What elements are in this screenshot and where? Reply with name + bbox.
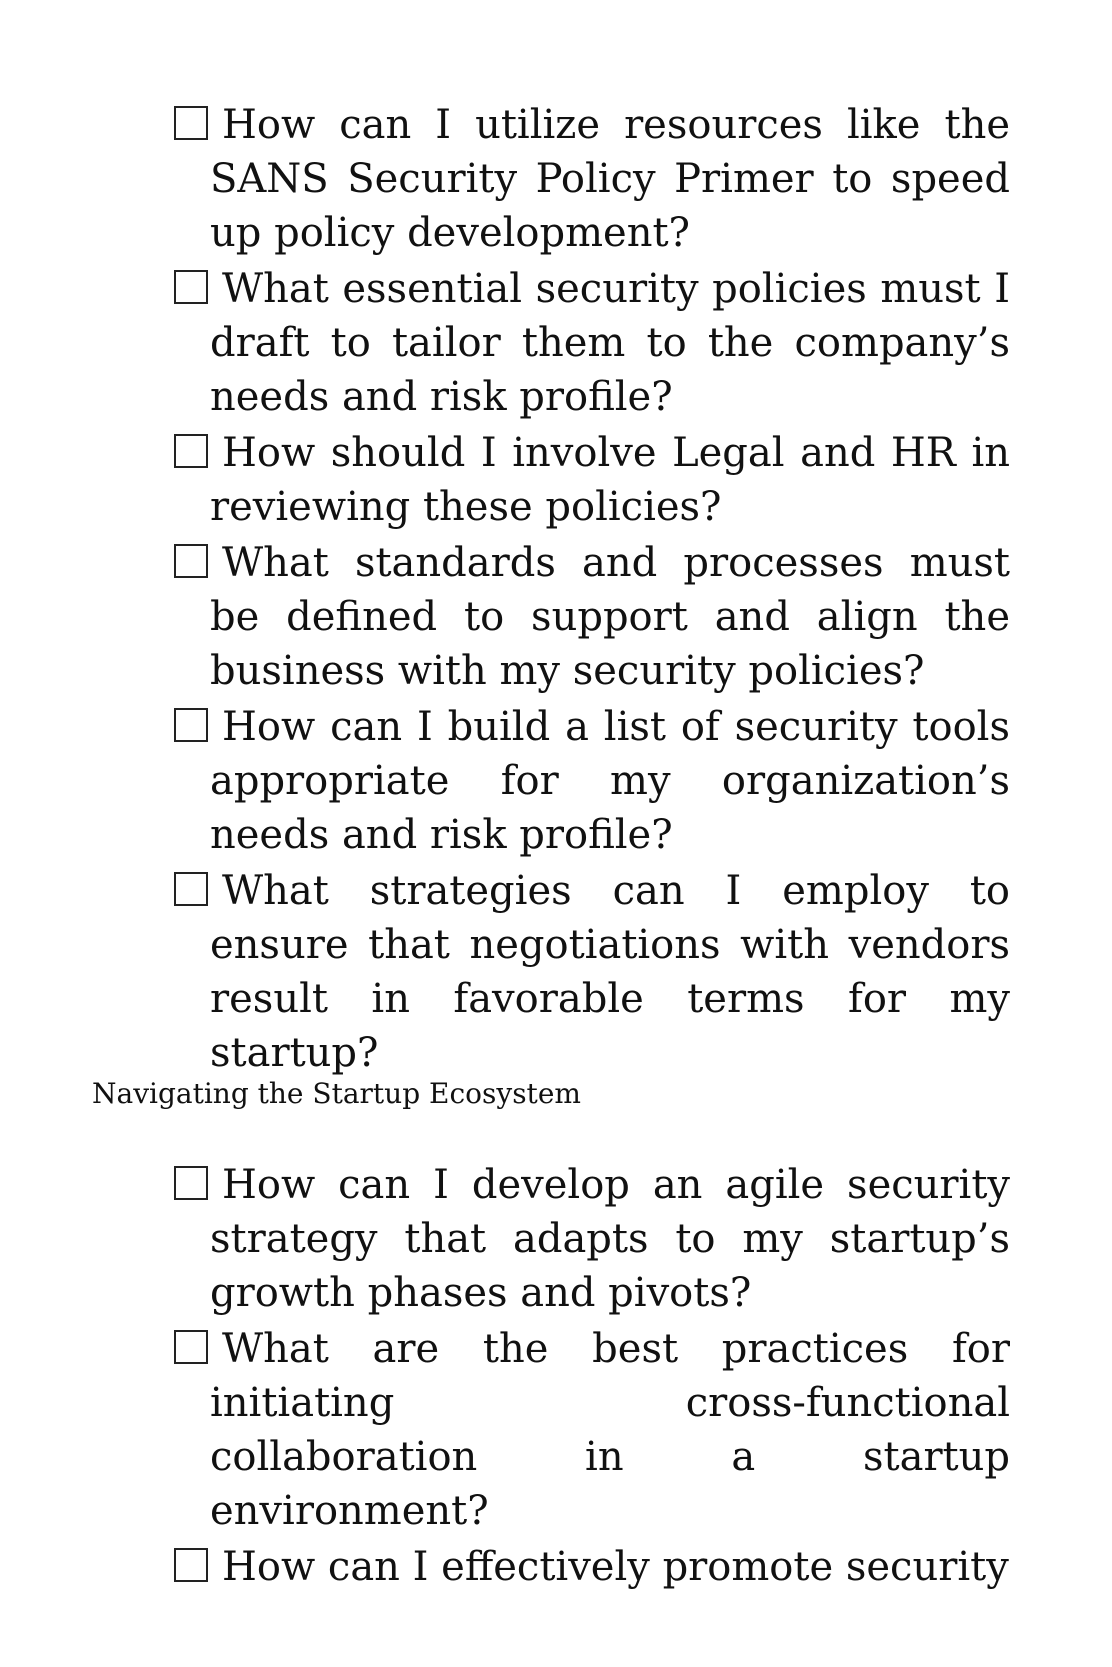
checklist-item: [174, 1322, 1010, 1538]
checklist-policies: [174, 98, 1010, 1082]
checklist-item-text: What standards and processes must be defined to support and align the business with my security policies?: [210, 540, 1010, 694]
checkbox[interactable]: [174, 434, 208, 468]
checklist-item-text: How can I effectively promote security: [222, 1544, 1009, 1590]
checklist-item: [174, 98, 1010, 260]
checklist-item: [174, 536, 1010, 698]
checklist-item-text: How can I develop an agile security strategy that adapts to my startup’s growth phases and pivots?: [210, 1162, 1010, 1316]
checkbox[interactable]: [174, 270, 208, 304]
checkbox[interactable]: [174, 1330, 208, 1364]
checklist-item: [174, 262, 1010, 424]
checklist-item-text: What are the best practices for initiating cross-functional collaboration in a startup environment?: [210, 1326, 1010, 1534]
checklist-item-text: How can I utilize resources like the SANS Security Policy Primer to speed up policy development?: [210, 102, 1010, 256]
checklist-item: [174, 1158, 1010, 1320]
checkbox[interactable]: [174, 1548, 208, 1582]
section-heading: Navigating the Startup Ecosystem: [92, 1077, 581, 1110]
checkbox[interactable]: [174, 708, 208, 742]
checklist-item-text: What essential security policies must I draft to tailor them to the company’s needs and risk profile?: [210, 266, 1010, 420]
checklist-startup-ecosystem: [174, 1158, 1010, 1596]
checklist-item: [174, 1540, 1010, 1594]
checklist-item-text: What strategies can I employ to ensure that negotiations with vendors result in favorable terms for my startup?: [210, 868, 1010, 1076]
checklist-item: [174, 700, 1010, 862]
checkbox[interactable]: [174, 1166, 208, 1200]
checkbox[interactable]: [174, 544, 208, 578]
checklist-item: [174, 426, 1010, 534]
checkbox[interactable]: [174, 106, 208, 140]
checklist-item-text: How should I involve Legal and HR in reviewing these policies?: [210, 430, 1010, 530]
checklist-item: [174, 864, 1010, 1080]
checkbox[interactable]: [174, 872, 208, 906]
checklist-item-text: How can I build a list of security tools appropriate for my organization’s needs and risk profile?: [210, 704, 1010, 858]
